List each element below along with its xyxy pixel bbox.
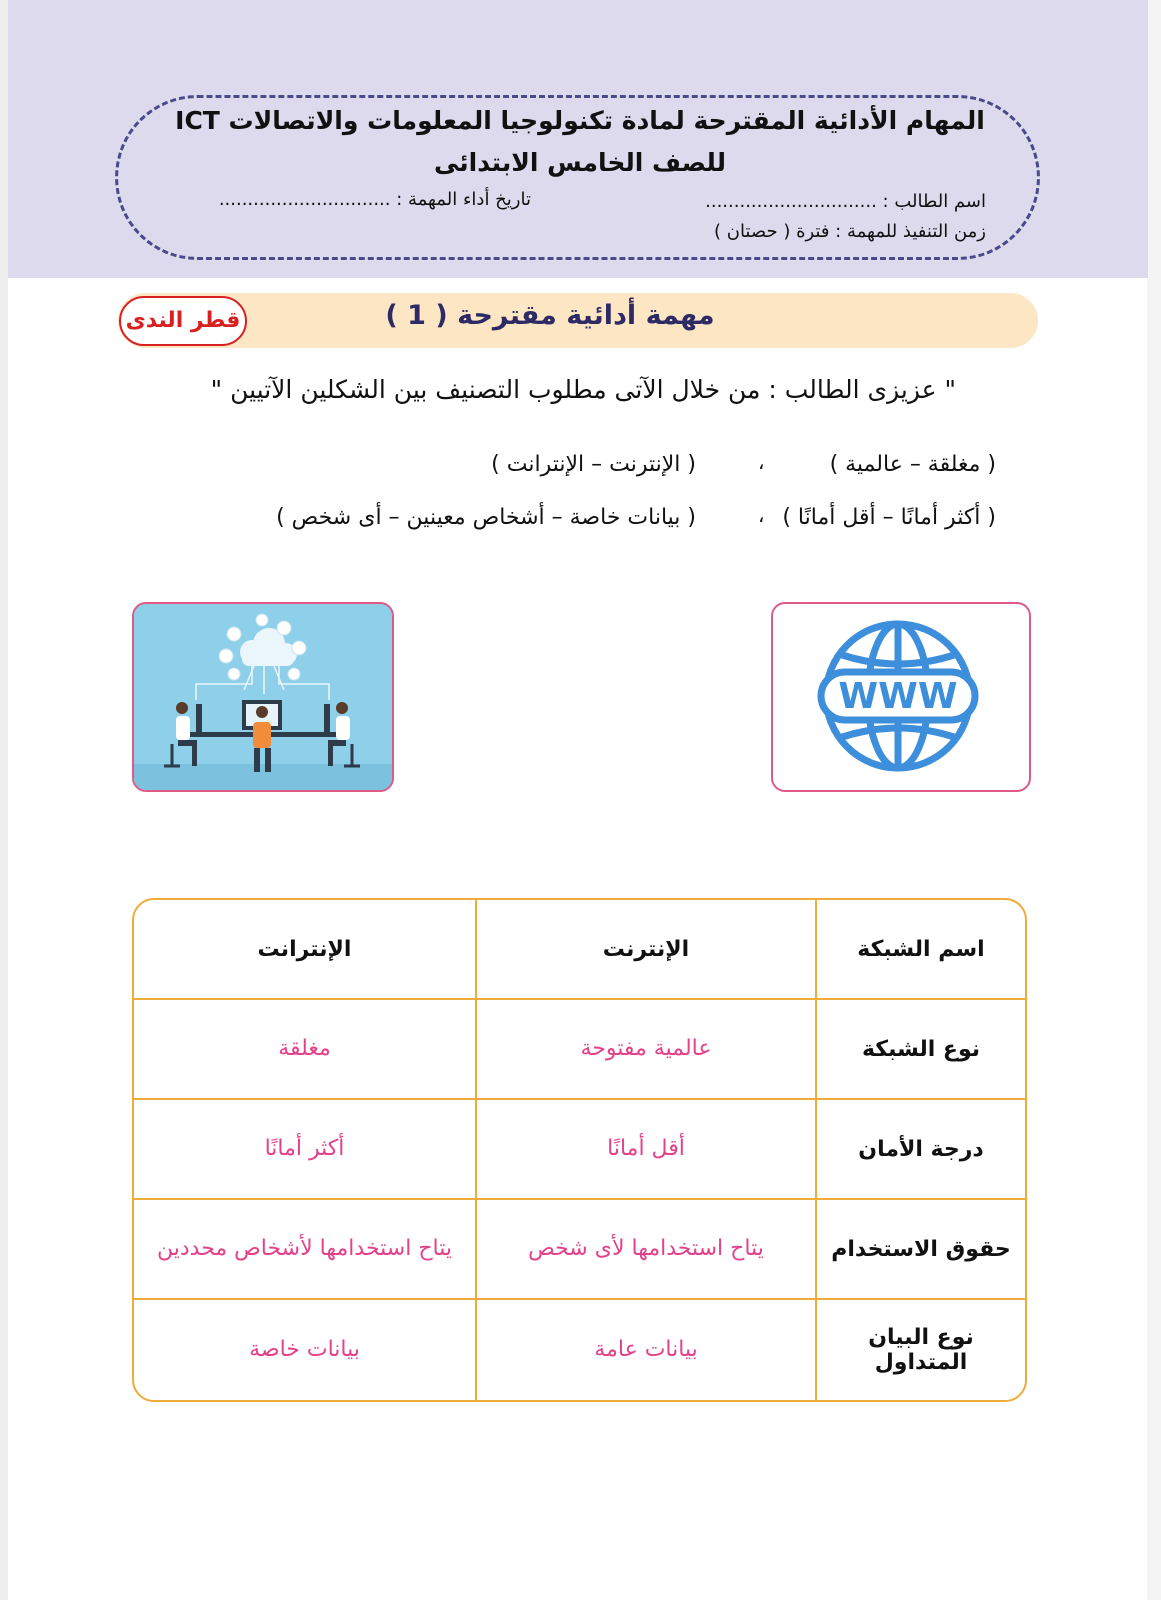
table-row: [134, 1100, 1025, 1200]
task-date-label: تاريخ أداء المهمة :: [396, 189, 531, 210]
row-label: درجة الأمان: [815, 1100, 1025, 1200]
qatr-alnada-logo: قطر الندى: [119, 296, 247, 346]
header-intranet: الإنترانت: [134, 900, 475, 1000]
student-name-blank: ..............................: [705, 191, 877, 212]
row-label: نوع الشبكة: [815, 1000, 1025, 1100]
internet-answer: أقل أمانًا: [475, 1100, 815, 1200]
globe-www-icon: [773, 604, 1029, 790]
table-row: [134, 1000, 1025, 1100]
options-row1-left: ( الإنترنت – الإنترانت ): [491, 452, 696, 477]
www-label: WWW: [838, 676, 958, 717]
task-prompt: " عزيزى الطالب : من خلال الآتى مطلوب التصنيف بين الشكلين الآتيين ": [210, 375, 956, 404]
intranet-answer: بيانات خاصة: [249, 1337, 360, 1362]
classification-table: [132, 898, 1027, 1402]
table-row: [134, 1200, 1025, 1300]
page-edge-left: [0, 0, 8, 1600]
task-date-field: [219, 189, 531, 210]
student-name-field: [705, 191, 986, 212]
internet-answer: بيانات عامة: [475, 1300, 815, 1400]
intranet-image-card: [132, 602, 394, 792]
row-label: حقوق الاستخدام: [815, 1200, 1025, 1300]
exec-time-text: زمن التنفيذ للمهمة : فترة ( حصتان ): [713, 221, 986, 242]
task-title: مهمة أدائية مقترحة ( 1 ): [385, 300, 715, 331]
intranet-network-illustration: [134, 604, 392, 790]
intranet-answer: يتاح استخدامها لأشخاص محددين: [134, 1200, 475, 1300]
task-date-blank: ..............................: [218, 189, 391, 210]
options-separator: ،: [758, 450, 765, 474]
student-name-label: اسم الطالب :: [882, 191, 986, 212]
document-title: المهام الأدائية المقترحة لمادة تكنولوجيا المعلومات والاتصالات ICT: [175, 106, 985, 135]
table-header-row: [134, 900, 1025, 1000]
table-row: [134, 1300, 1025, 1400]
www-image-card: [771, 602, 1031, 792]
options-separator: ،: [758, 503, 765, 527]
row-label: نوع البيان المتداول: [815, 1300, 1025, 1400]
header-internet: الإنترنت: [475, 900, 815, 1000]
internet-answer: عالمية مفتوحة: [475, 1000, 815, 1100]
options-row1-right: ( مغلقة – عالمية ): [829, 452, 996, 477]
options-row2-right: ( أكثر أمانًا – أقل أمانًا ): [782, 505, 996, 530]
intranet-answer: أكثر أمانًا: [134, 1100, 475, 1200]
intranet-answer: مغلقة: [134, 1000, 475, 1100]
header-network-name: اسم الشبكة: [815, 900, 1025, 1000]
internet-answer: يتاح استخدامها لأى شخص: [475, 1200, 815, 1300]
options-row2-left: ( بيانات خاصة – أشخاص معينين – أى شخص ): [276, 505, 696, 530]
document-subtitle: للصف الخامس الابتدائى: [433, 148, 727, 177]
page-edge-right: [1147, 0, 1161, 1600]
